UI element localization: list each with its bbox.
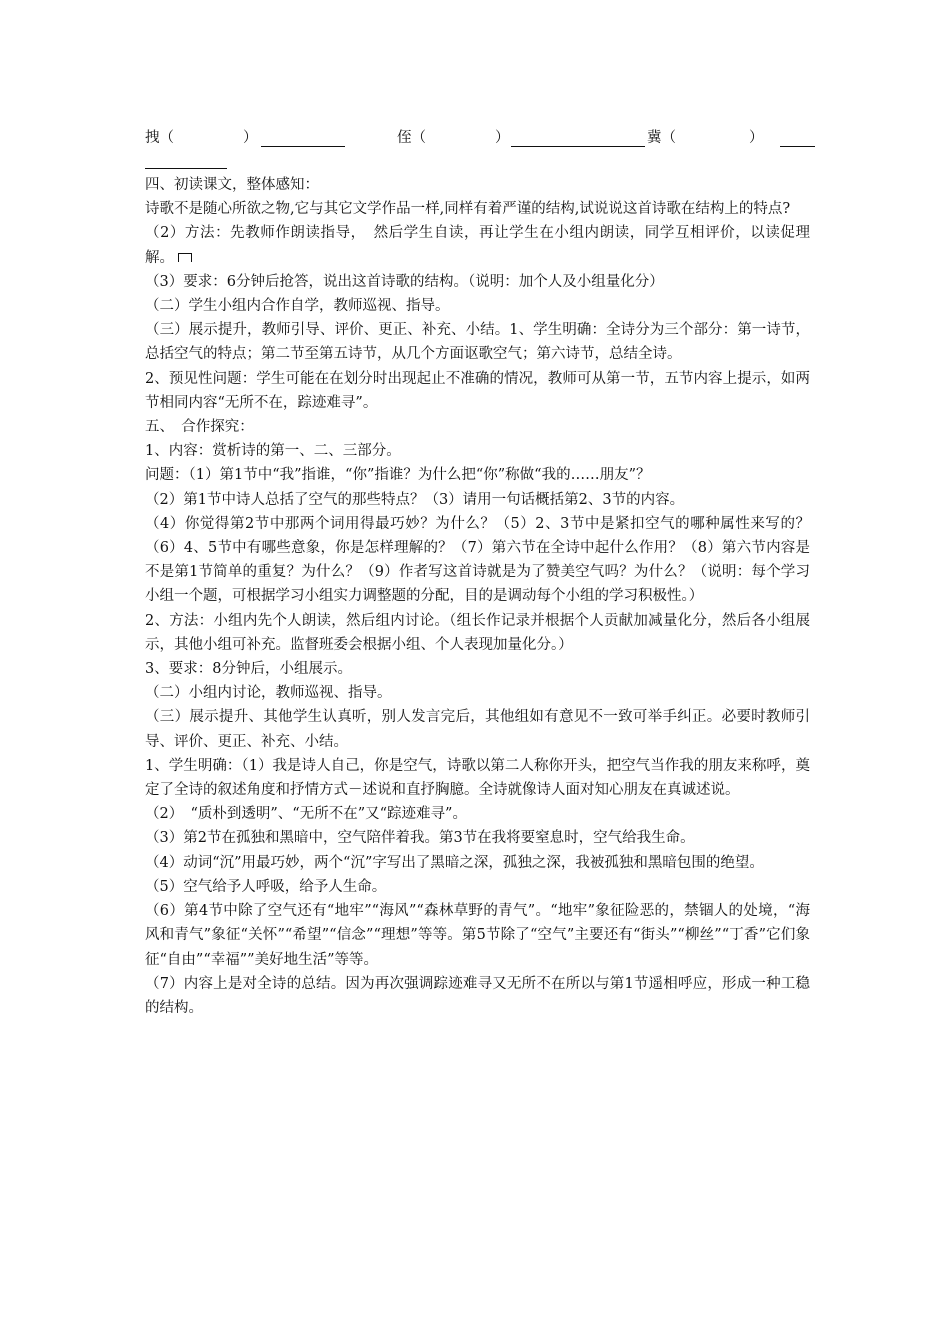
paragraph-answer-1: 1、学生明确：（1）我是诗人自己，你是空气，诗歌以第二人称你开头，把空气当作我的朋友来称呼，奠定了全诗的叙述角度和抒情方式－述说和直抒胸臆。全诗就像诗人面对知心朋友在真诚述说。 (145, 757, 810, 799)
paragraph-anticipated-issues: 2、预见性问题：学生可能在在划分时出现起止不准确的情况，教师可从第一节，五节内容上提示，如两节相同内容“无所不在，踪迹难寻”。 (145, 370, 810, 411)
paragraph-content: 1、内容：赏析诗的第一、二、三部分。 (145, 443, 401, 460)
paragraph-question-4-9: （4）你觉得第2节中那两个词用得最巧妙？为什么？（5）2、3节中是紧扣空气的哪种属性来写的？（6）4、5节中有哪些意象，你是怎样理解的？（7）第六节在全诗中起什么作用？（8）第六节内容是不是第1节简单的重复？为什么？（9）作者写这首诗就是为了赞美空气吗？为什么？（说明：每个学习小组一个题，可根据学习小组实力调整题的分配，目的是调动每个小组的学习积极性。） (145, 515, 810, 605)
paragraph-presentation-2: （三）展示提升、其他学生认真听，别人发言完后，其他组如有意见不一致可举手纠正。必要时教师引导、评价、更正、补充、小结。 (145, 709, 810, 750)
fill-in-blank-1[interactable] (261, 128, 345, 147)
paragraph-answer-4: （4）动词“沉”用最巧妙，两个“沉”字写出了黑暗之深，孤独之深，我被孤独和黑暗包围的绝望。 (145, 854, 764, 871)
fill-in-blank-2[interactable] (511, 128, 645, 147)
paragraph-answer-3: （3）第2节在孤独和黑暗中，空气陪伴着我。第3节在我将要窒息时，空气给我生命。 (145, 830, 695, 847)
lesson-plan-body (145, 173, 810, 1020)
paragraph-answer-7: （7）内容上是对全诗的总结。因为再次强调踪迹难寻又无所不在所以与第1节遥相呼应，形成一种工稳的结构。 (145, 975, 810, 1016)
paragraph-question-1: 问题：（1）第1节中“我”指谁，“你”指谁？为什么把“你”称做“我的……朋友”？ (145, 467, 651, 484)
section-heading-initial-reading: 四、初读课文，整体感知： (145, 177, 319, 193)
paragraph-method-text: （2）方法：先教师作朗读指导， 然后学生自读，再让学生在小组内朗读，同学互相评价，以读促理解。 (145, 225, 810, 266)
bracket-mark-icon (178, 253, 192, 262)
paragraph-structure-question: 诗歌不是随心所欲之物,它与其它文学作品一样,同样有着严谨的结构,试说说这首诗歌在结构上的特点? (145, 201, 791, 218)
paragraph-requirement: （3）要求：6分钟后抢答，说出这首诗歌的结构。（说明：加个人及小组量化分） (145, 273, 664, 290)
fill-in-close-3: ） (749, 130, 764, 146)
fill-in-close-2: ） (495, 130, 510, 146)
paragraph-group-self-study: （二）学生小组内合作自学，教师巡视、指导。 (145, 298, 450, 315)
fill-in-char-1: 拽（ (145, 130, 174, 146)
fill-in-blank-3-continued[interactable] (145, 150, 227, 169)
section-heading-cooperative-inquiry: 五、 合作探究： (145, 419, 254, 436)
fill-in-close-1: ） (243, 130, 258, 146)
paragraph-method-2: 2、方法：小组内先个人朗读，然后组内讨论。（组长作记录并根据个人贡献加减量化分，然后各小组展示，其他小组可补充。监督班委会根据小组、个人表现加量化分。） (145, 612, 810, 653)
fill-in-char-2: 侄（ (397, 130, 426, 146)
paragraph-answer-2: （2） “质朴到透明”、“无所不在”又“踪迹难寻”。 (145, 806, 467, 823)
paragraph-requirement-2: 3、要求：8分钟后，小组展示。 (145, 661, 352, 678)
paragraph-group-discussion: （二）小组内讨论，教师巡视、指导。 (145, 685, 392, 702)
fill-in-row (145, 126, 815, 150)
paragraph-question-2-3: （2）第1节中诗人总括了空气的那些特点？（3）请用一句话概括第2、3节的内容。 (145, 491, 685, 508)
paragraph-presentation: （三）展示提升，教师引导、评价、更正、补充、小结。1、学生明确：全诗分为三个部分：第一诗节，总括空气的特点；第二节至第五诗节，从几个方面讴歌空气；第六诗节，总结全诗。 (145, 322, 810, 363)
fill-in-blank-3[interactable] (780, 128, 815, 147)
paragraph-method (145, 221, 810, 269)
fill-in-char-3: 冀（ (647, 130, 676, 146)
paragraph-answer-6: （6）第4节中除了空气还有“地牢”“海风”“森林草野的青气”。“地牢”象征险恶的，禁锢人的处境，“海风和青气”象征“关怀”“希望”“信念”“理想”等等。第5节除了“空气”主要还有“街头”“柳丝”“丁香”它们象征“自由”“幸福””美好地生活”等等。 (145, 903, 810, 968)
paragraph-answer-5: （5）空气给予人呼吸，给予人生命。 (145, 878, 387, 895)
